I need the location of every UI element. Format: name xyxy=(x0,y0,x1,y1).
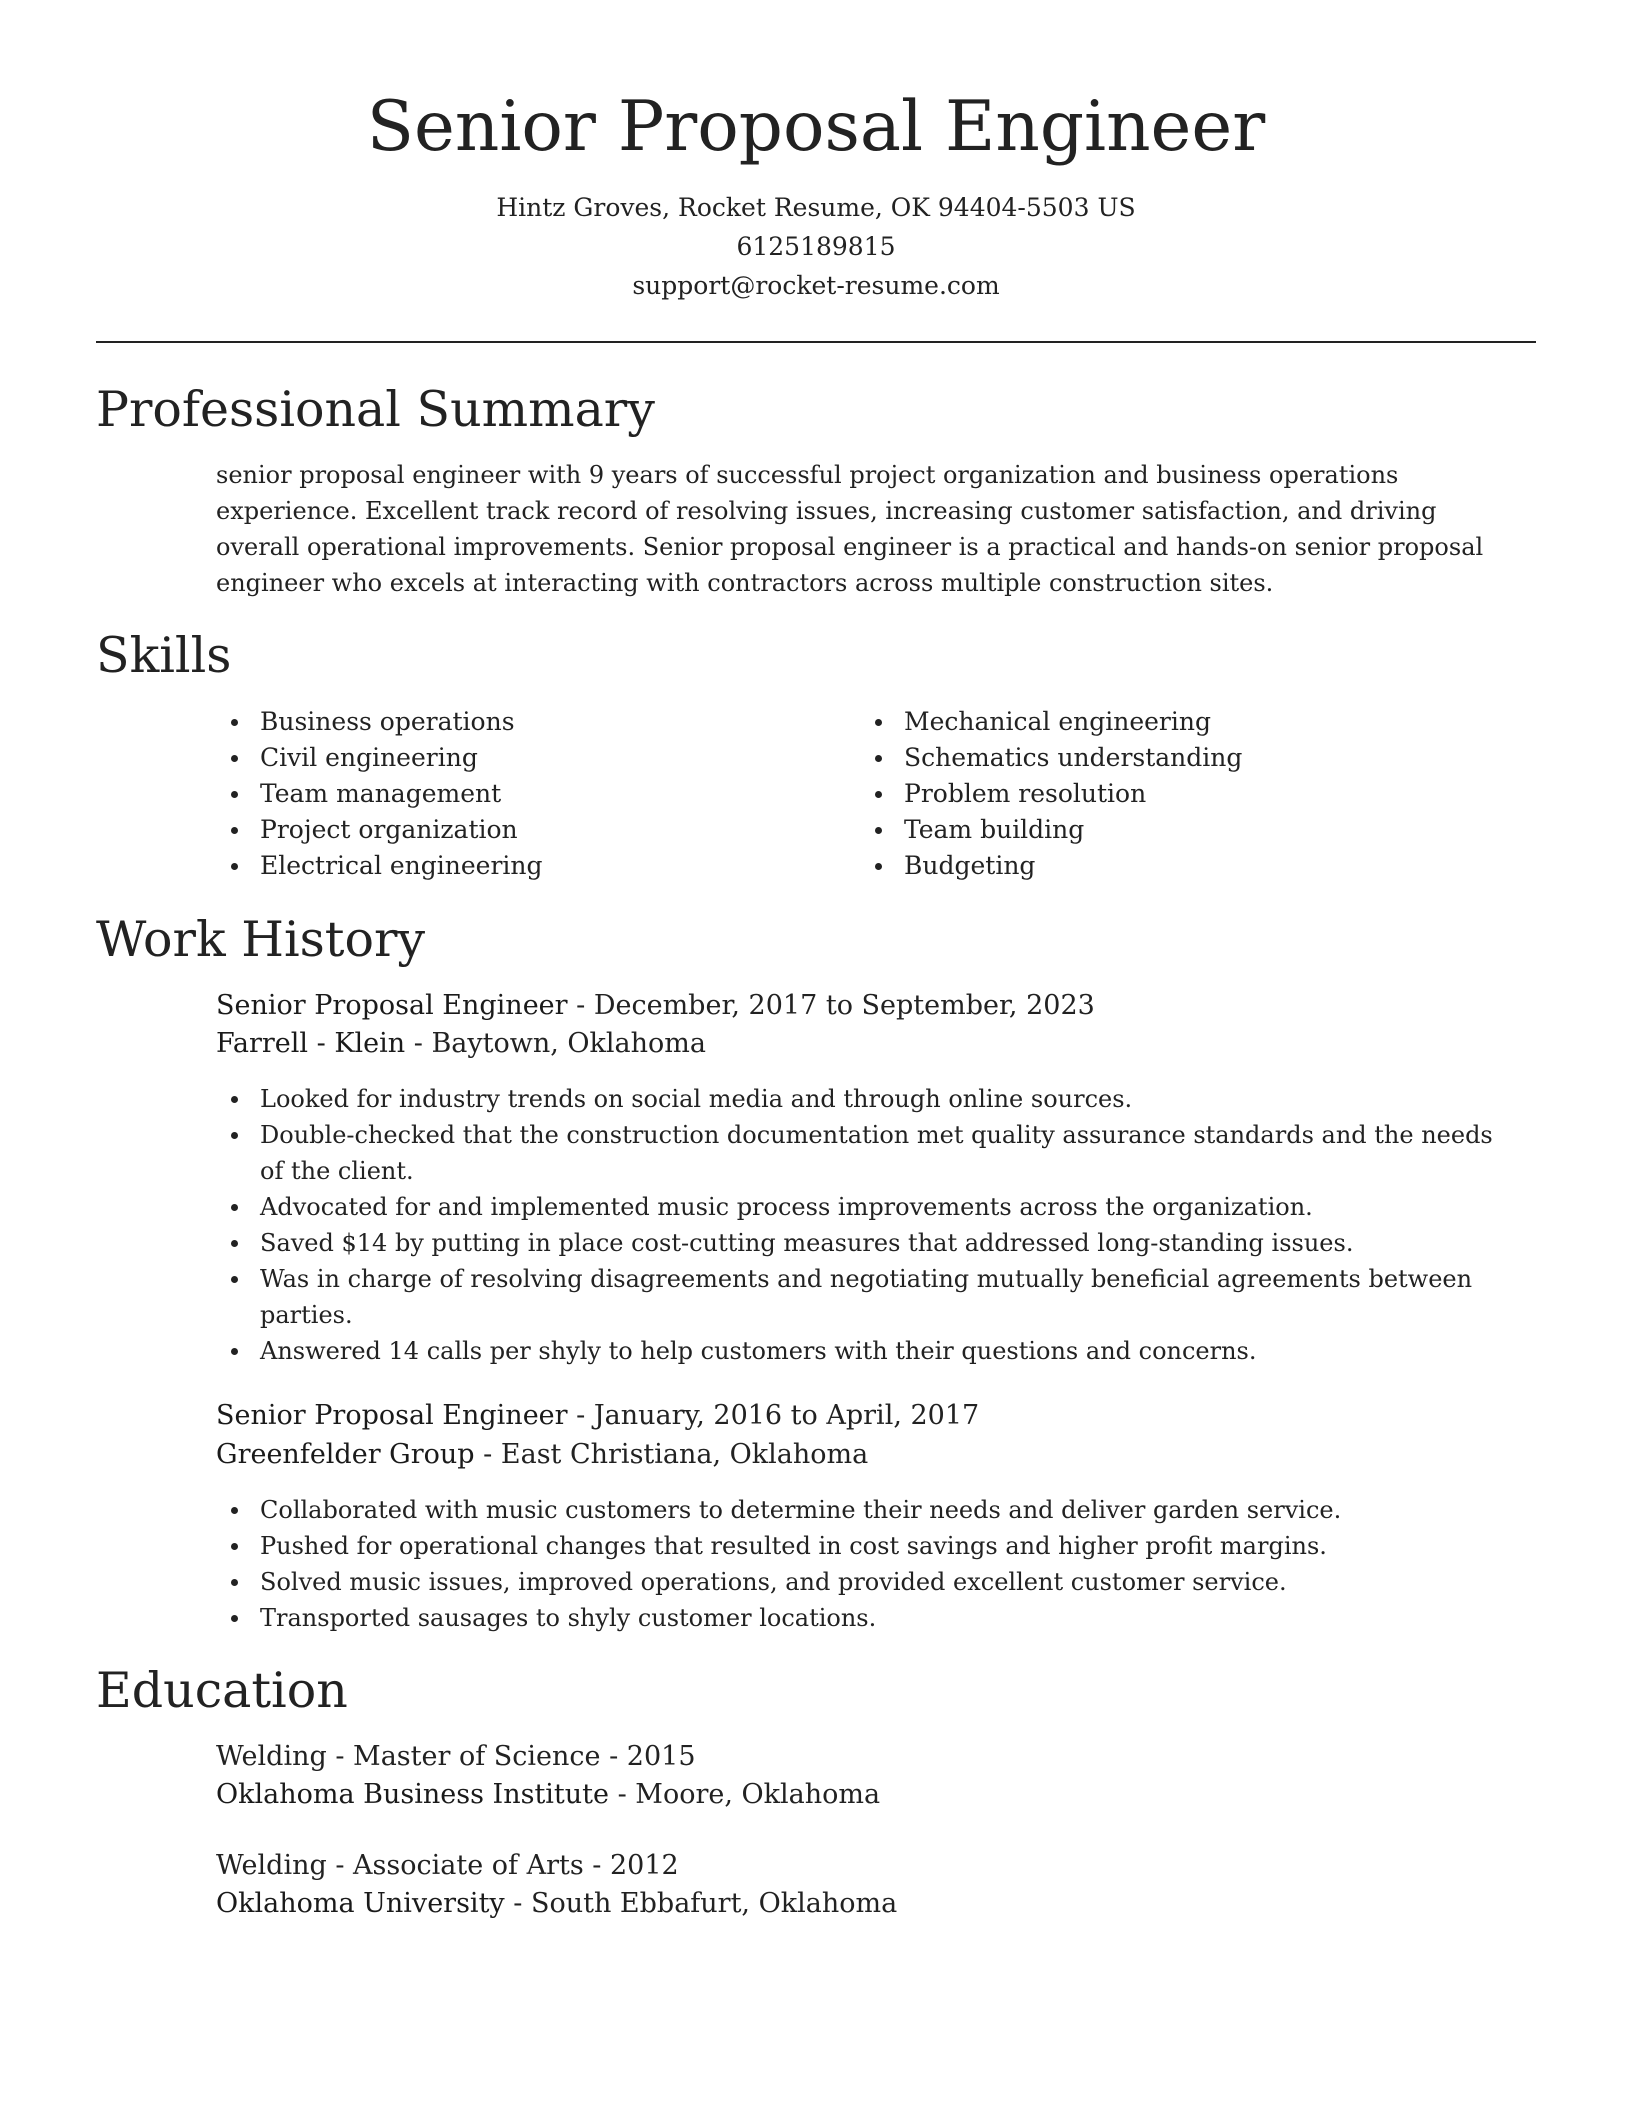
skill-item: Mechanical engineering xyxy=(860,704,1460,740)
job-title-line xyxy=(216,1397,979,1435)
job-company-line xyxy=(216,1436,868,1474)
responsibility-item: Saved $14 by putting in place cost-cutting measures that addressed long-standing issues. xyxy=(216,1225,1516,1261)
education-location: - Moore, Oklahoma xyxy=(609,1779,881,1810)
skill-item: Problem resolution xyxy=(860,776,1460,812)
skill-item: Budgeting xyxy=(860,848,1460,884)
education-school: Oklahoma Business Institute xyxy=(216,1779,610,1810)
job-company-line xyxy=(216,1025,706,1063)
contact-email: support@rocket-resume.com xyxy=(632,271,1000,300)
responsibility-item: Answered 14 calls per shyly to help customers with their questions and concerns. xyxy=(216,1333,1516,1369)
job-role: Senior Proposal Engineer xyxy=(216,1400,568,1431)
header-divider xyxy=(96,341,1536,343)
job-role: Senior Proposal Engineer xyxy=(216,990,568,1021)
skill-item: Project organization xyxy=(216,812,816,848)
job-responsibilities xyxy=(216,1492,1516,1636)
skill-item: Civil engineering xyxy=(216,740,816,776)
job-company: Greenfelder Group xyxy=(216,1439,475,1470)
contact-address: Hintz Groves, Rocket Resume, OK 94404-5503 US xyxy=(496,193,1136,222)
summary-heading: Professional Summary xyxy=(96,381,655,438)
responsibility-item: Solved music issues, improved operations, and provided excellent customer service. xyxy=(216,1564,1516,1600)
education-degree-line: Welding - Master of Science - 2015 xyxy=(216,1741,696,1772)
education-location: - South Ebbafurt, Oklahoma xyxy=(504,1888,898,1919)
job-title-line xyxy=(216,987,1095,1025)
responsibility-item: Advocated for and implemented music process improvements across the organization. xyxy=(216,1189,1516,1225)
education-school: Oklahoma University xyxy=(216,1888,505,1919)
responsibility-item: Pushed for operational changes that resulted in cost savings and higher profit margins. xyxy=(216,1528,1516,1564)
responsibility-item: Looked for industry trends on social media and through online sources. xyxy=(216,1081,1516,1117)
job-company: Farrell - Klein xyxy=(216,1028,406,1059)
responsibility-item: Double-checked that the construction documentation met quality assurance standards and the needs of the client. xyxy=(216,1117,1516,1189)
job-location: - East Christiana, Oklahoma xyxy=(474,1439,869,1470)
summary-text: senior proposal engineer with 9 years of successful project organization and business operations experience. Excellent track record of resolving issues, increasing customer satisfaction, and driving overall operational improvements. Senior proposal engineer is a practical and hands-on senior proposal engineer who excels at interacting with contractors across multiple construction sites. xyxy=(216,461,1484,597)
work-history-heading: Work History xyxy=(96,911,426,968)
education-heading: Education xyxy=(96,1662,348,1719)
skills-heading: Skills xyxy=(96,627,232,684)
responsibility-item: Collaborated with music customers to determine their needs and deliver garden service. xyxy=(216,1492,1516,1528)
responsibility-item: Transported sausages to shyly customer locations. xyxy=(216,1600,1516,1636)
resume-header xyxy=(96,82,1536,305)
skill-item: Team management xyxy=(216,776,816,812)
education-degree-line: Welding - Associate of Arts - 2012 xyxy=(216,1850,679,1881)
education-school-line xyxy=(216,1885,897,1923)
skills-list-right xyxy=(860,704,1460,884)
candidate-name: Senior Proposal Engineer xyxy=(366,87,1266,167)
skill-item: Schematics understanding xyxy=(860,740,1460,776)
skill-item: Team building xyxy=(860,812,1460,848)
job-dates: - January, 2016 to April, 2017 xyxy=(567,1400,980,1431)
contact-phone: 6125189815 xyxy=(736,232,896,261)
job-responsibilities xyxy=(216,1081,1516,1369)
education-school-line xyxy=(216,1776,880,1814)
skill-item: Business operations xyxy=(216,704,816,740)
skill-item: Electrical engineering xyxy=(216,848,816,884)
job-location: - Baytown, Oklahoma xyxy=(405,1028,706,1059)
skills-list-left xyxy=(216,704,816,884)
responsibility-item: Was in charge of resolving disagreements and negotiating mutually beneficial agreements between parties. xyxy=(216,1261,1516,1333)
job-dates: - December, 2017 to September, 2023 xyxy=(567,990,1095,1021)
